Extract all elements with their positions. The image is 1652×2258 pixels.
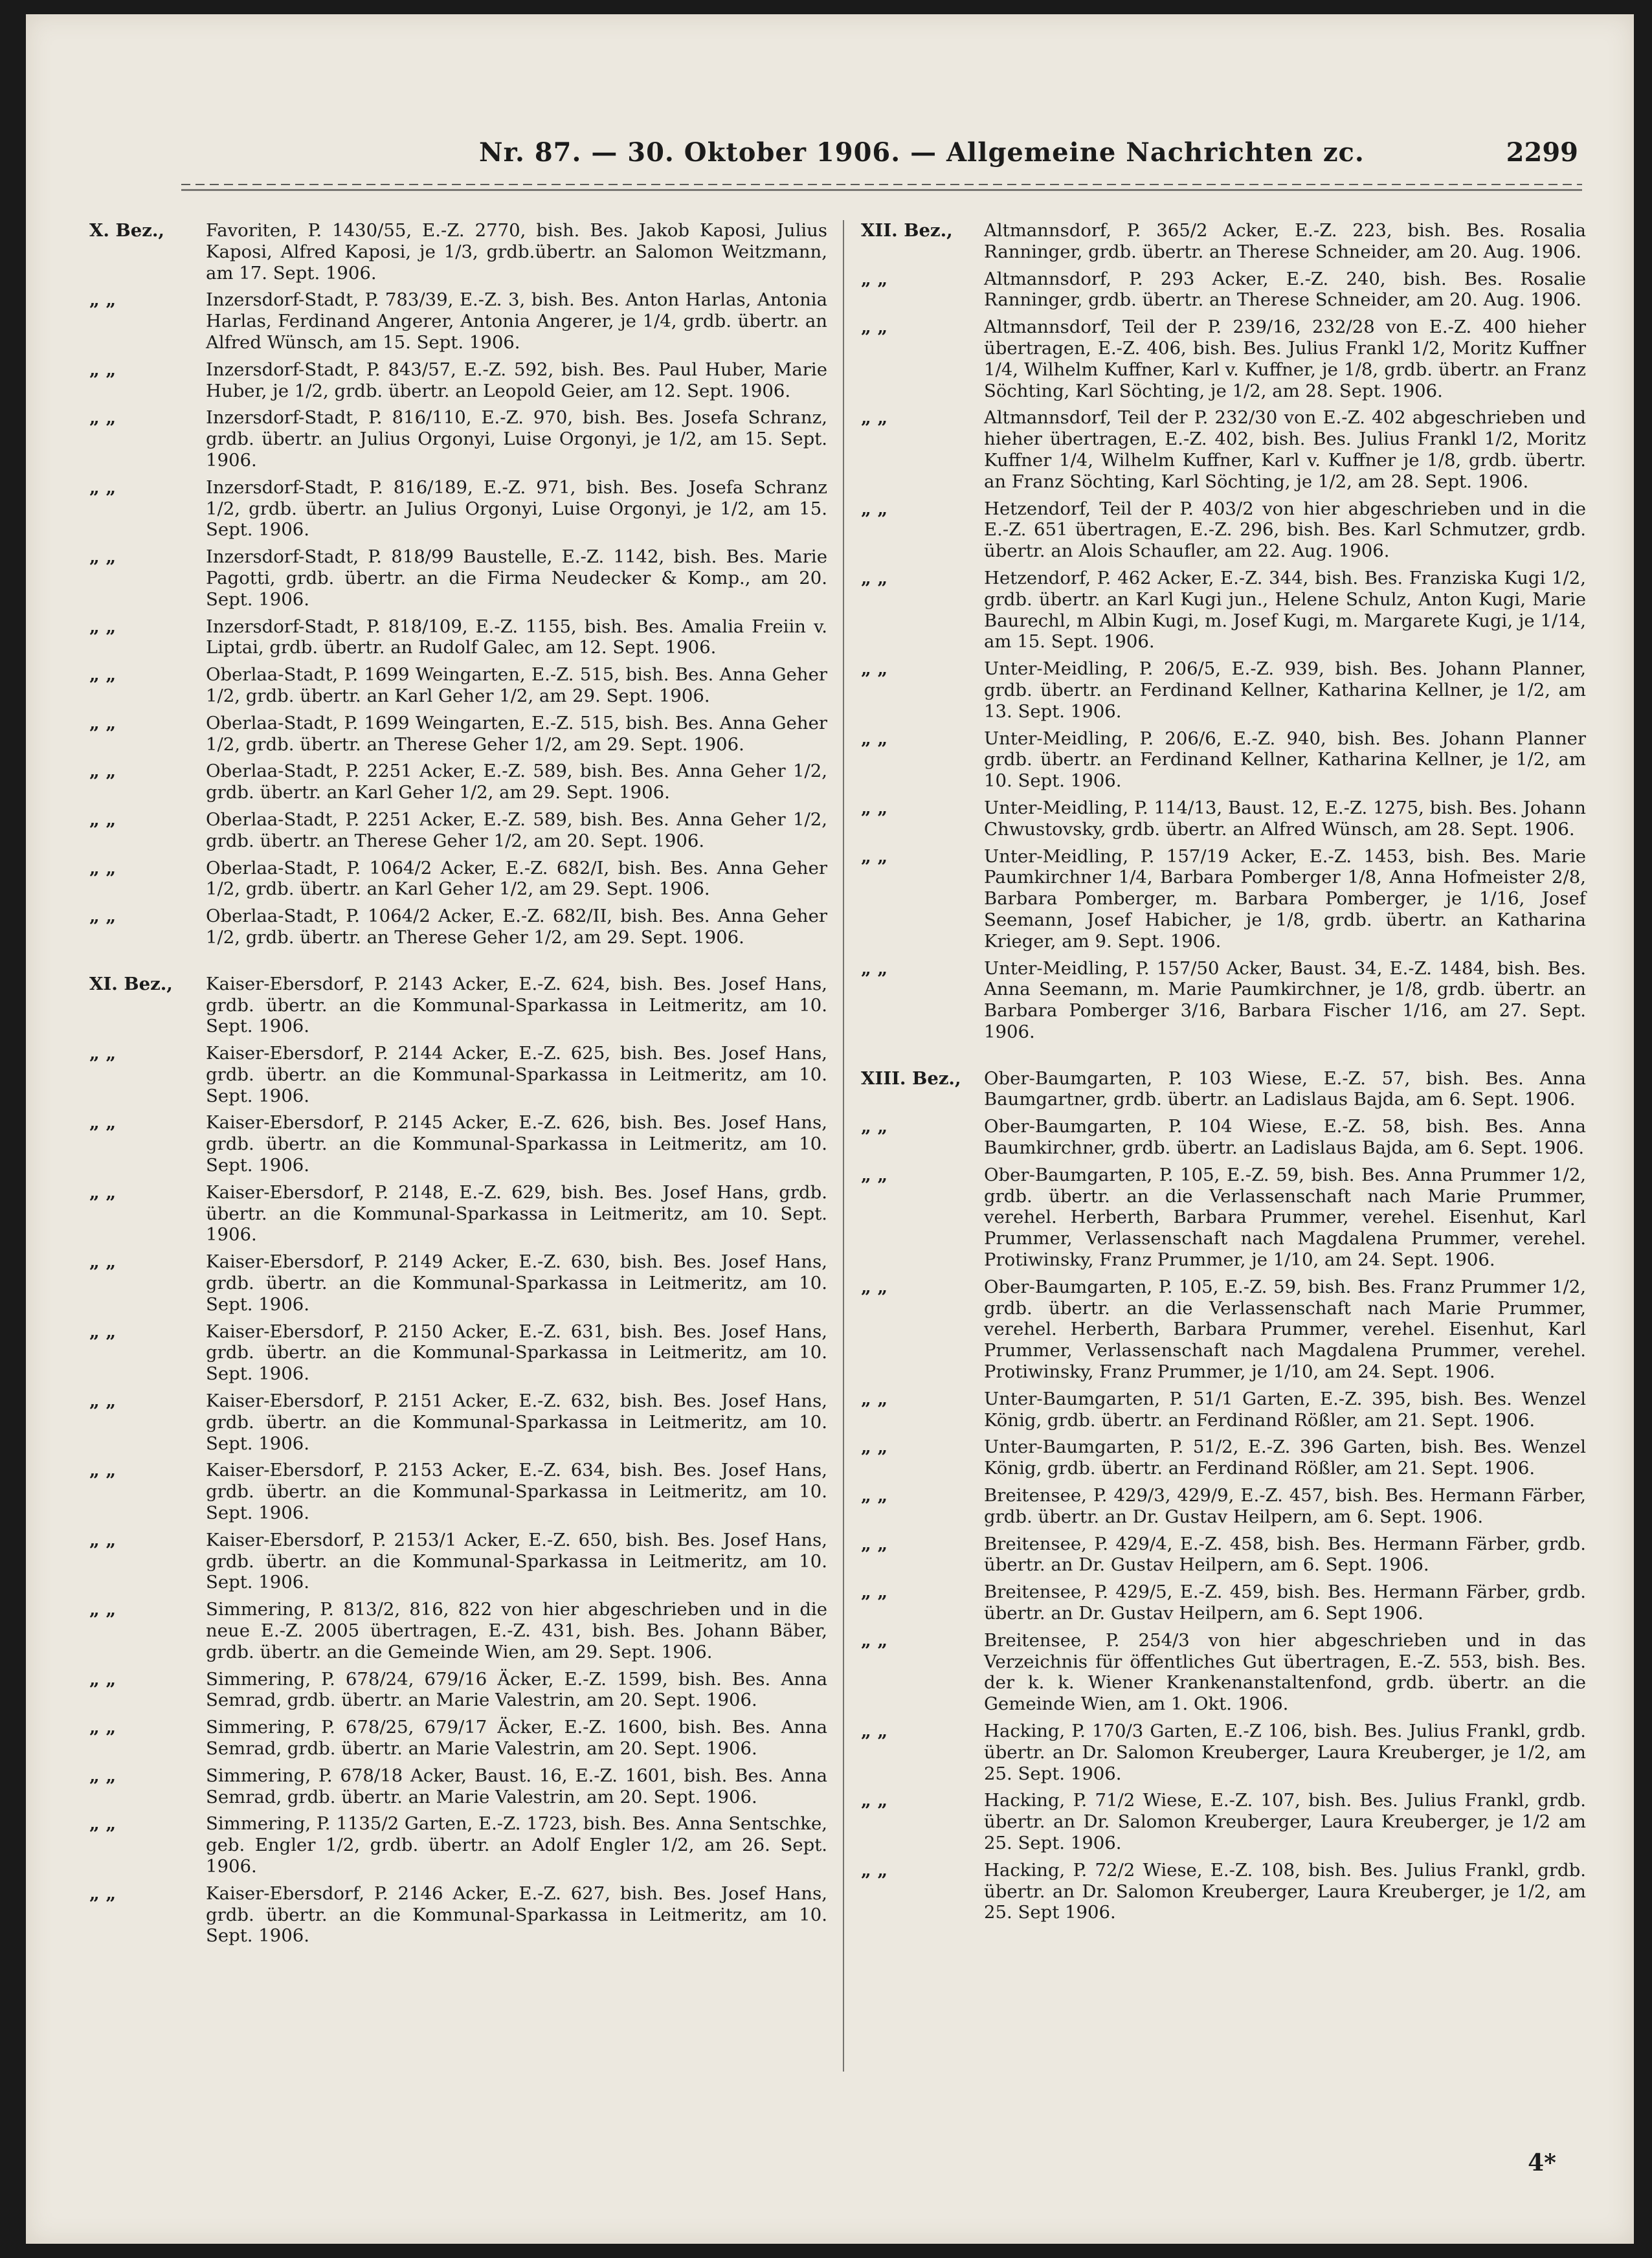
district-label: „ „	[89, 809, 117, 830]
entry-text: Oberlaa-Stadt, P. 2251 Acker, E.-Z. 589, bish. Bes. Anna Geher 1/2, grdb. übertr. an Therese Geher 1/2, am 20. Sept. 1906.	[206, 809, 827, 851]
entry-text: Simmering, P. 678/25, 679/17 Äcker, E.-Z. 1600, bish. Bes. Anna Semrad, grdb. übertr. an Marie Valestrin, am 20. Sept. 1906.	[206, 1717, 827, 1759]
district-label: X. Bez.,	[89, 220, 164, 241]
register-entry	[89, 616, 827, 659]
entry-text: Breitensee, P. 429/3, 429/9, E.-Z. 457, bish. Bes. Hermann Färber, grdb. übertr. an Dr. Gustav Heilpern, am 6. Sept. 1906.	[984, 1485, 1586, 1527]
entry-text: Hetzendorf, P. 462 Acker, E.-Z. 344, bish. Bes. Franziska Kugi 1/2, grdb. übertr. an Karl Kugi jun., Helene Schulz, Anton Kugi, Marie Baurechl, m Albin Kugi, m. Josef Kugi, m. Margarete Kugi, je 1/14, am 15. Sept. 1906.	[984, 567, 1586, 653]
entry-text: Hetzendorf, Teil der P. 403/2 von hier abgeschrieben und in die E.-Z. 651 übertragen, E.-Z. 296, bish. Bes. Karl Schmutzer, grdb. übertr. an Alois Schaufler, am 22. Aug. 1906.	[984, 498, 1586, 562]
entry-text: Inzersdorf-Stadt, P. 818/99 Baustelle, E.-Z. 1142, bish. Bes. Marie Pagotti, grdb. übertr. an die Firma Neudecker & Komp., am 20. Sept. 1906.	[206, 546, 827, 610]
entry-text: Ober-Baumgarten, P. 105, E.-Z. 59, bish. Bes. Franz Prummer 1/2, grdb. übertr. an die Verlassenschaft nach Marie Prummer, verehel. Herberth, Barbara Prummer, verehel. Eisenhut, Karl Prummer, Verlassenschaft nach Magdalena Prummer, verehel. Protiwinsky, Franz Prummer, je 1/10, am 24. Sept. 1906.	[984, 1276, 1586, 1383]
register-entry	[89, 1460, 827, 1523]
entry-text: Inzersdorf-Stadt, P. 843/57, E.-Z. 592, bish. Bes. Paul Huber, Marie Huber, je 1/2, grdb. übertr. an Leopold Geier, am 12. Sept. 1906.	[206, 359, 827, 401]
register-entry	[861, 1165, 1586, 1271]
district-label: „ „	[861, 407, 888, 429]
entry-text: Favoriten, P. 1430/55, E.-Z. 2770, bish. Bes. Jakob Kaposi, Julius Kaposi, Alfred Kaposi, je 1/3, grdb.übertr. an Salomon Weitzmann, am 17. Sept. 1906.	[206, 220, 827, 284]
district-label: „ „	[89, 546, 117, 568]
entry-text: Simmering, P. 678/18 Acker, Baust. 16, E.-Z. 1601, bish. Bes. Anna Semrad, grdb. übertr. an Marie Valestrin, am 20. Sept. 1906.	[206, 1765, 827, 1807]
entry-text: Hacking, P. 72/2 Wiese, E.-Z. 108, bish. Bes. Julius Frankl, grdb. übertr. an Dr. Salomon Kreuberger, Laura Kreuberger, je 1/2, am 25. Sept 1906.	[984, 1859, 1586, 1923]
group-gap	[861, 1049, 1586, 1068]
entry-text: Inzersdorf-Stadt, P. 816/189, E.-Z. 971, bish. Bes. Josefa Schranz 1/2, grdb. übertr. an Julius Orgonyi, Luise Orgonyi, je 1/2, am 15. Sept. 1906.	[206, 476, 827, 541]
entry-text: Breitensee, P. 429/4, E.-Z. 458, bish. Bes. Hermann Färber, grdb. übertr. an Dr. Gustav Heilpern, am 6. Sept. 1906.	[984, 1533, 1586, 1576]
entry-text: Kaiser-Ebersdorf, P. 2146 Acker, E.-Z. 627, bish. Bes. Josef Hans, grdb. übertr. an die Kommunal-Sparkassa in Leitmeritz, am 10. Sept. 1906.	[206, 1883, 827, 1947]
district-label: „ „	[861, 1629, 888, 1651]
district-label: „ „	[89, 906, 117, 927]
register-entry	[89, 1669, 827, 1712]
right-column	[861, 220, 1586, 1929]
district-label: „ „	[861, 1164, 888, 1185]
register-entry	[89, 1765, 827, 1808]
register-entry	[89, 713, 827, 755]
register-entry	[89, 1182, 827, 1246]
district-label: „ „	[861, 797, 888, 818]
district-label: „ „	[89, 712, 117, 733]
register-entry	[861, 220, 1586, 263]
district-label: XIII. Bez.,	[861, 1068, 961, 1089]
register-entry	[861, 1389, 1586, 1431]
register-entry	[89, 477, 827, 541]
district-label: „ „	[89, 1765, 117, 1786]
district-label: „ „	[861, 658, 888, 680]
entry-text: Oberlaa-Stadt, P. 1064/2 Acker, E.-Z. 682/I, bish. Bes. Anna Geher 1/2, grdb. übertr. an Karl Geher 1/2, am 29. Sept. 1906.	[206, 857, 827, 900]
entry-text: Kaiser-Ebersdorf, P. 2144 Acker, E.-Z. 625, bish. Bes. Josef Hans, grdb. übertr. an die Kommunal-Sparkassa in Leitmeritz, am 10. Sept. 1906.	[206, 1043, 827, 1106]
entry-text: Altmannsdorf, P. 293 Acker, E.-Z. 240, bish. Bes. Rosalie Ranninger, grdb. übertr. an Therese Schneider, am 20. Aug. 1906.	[984, 268, 1586, 311]
entry-text: Ober-Baumgarten, P. 103 Wiese, E.-Z. 57, bish. Bes. Anna Baumgartner, grdb. übertr. an Ladislaus Bajda, am 6. Sept. 1906.	[984, 1068, 1586, 1110]
register-entry	[861, 1277, 1586, 1383]
district-label: „ „	[861, 567, 888, 588]
entry-text: Unter-Meidling, P. 206/5, E.-Z. 939, bish. Bes. Johann Planner, grdb. übertr. an Ferdinand Kellner, Katharina Kellner, je 1/2, am 13. Sept. 1906.	[984, 658, 1586, 722]
entry-text: Oberlaa-Stadt, P. 1064/2 Acker, E.-Z. 682/II, bish. Bes. Anna Geher 1/2, grdb. übertr. an Therese Geher 1/2, am 29. Sept. 1906.	[206, 906, 827, 948]
register-entry	[861, 407, 1586, 492]
entry-text: Kaiser-Ebersdorf, P. 2145 Acker, E.-Z. 626, bish. Bes. Josef Hans, grdb. übertr. an die Kommunal-Sparkassa in Leitmeritz, am 10. Sept. 1906.	[206, 1112, 827, 1176]
entry-text: Simmering, P. 678/24, 679/16 Äcker, E.-Z. 1599, bish. Bes. Anna Semrad, grdb. übertr. an Marie Valestrin, am 20. Sept. 1906.	[206, 1668, 827, 1711]
left-column	[89, 220, 827, 1952]
entry-text: Oberlaa-Stadt, P. 2251 Acker, E.-Z. 589, bish. Bes. Anna Geher 1/2, grdb. übertr. an Karl Geher 1/2, am 29. Sept. 1906.	[206, 761, 827, 803]
district-label: „ „	[861, 1582, 888, 1603]
page-header	[26, 137, 1634, 183]
register-entry	[861, 1116, 1586, 1159]
group-gap	[89, 954, 827, 974]
register-entry	[89, 1043, 827, 1106]
register-entry	[861, 658, 1586, 722]
entry-text: Oberlaa-Stadt, P. 1699 Weingarten, E.-Z. 515, bish. Bes. Anna Geher 1/2, grdb. übertr. an Karl Geher 1/2, am 29. Sept. 1906.	[206, 664, 827, 706]
register-entry	[89, 761, 827, 803]
district-label: „ „	[89, 359, 117, 380]
district-label: XII. Bez.,	[861, 220, 953, 241]
district-label: „ „	[861, 1276, 888, 1297]
district-label: „ „	[861, 1116, 888, 1137]
entry-text: Unter-Meidling, P. 114/13, Baust. 12, E.-Z. 1275, bish. Bes. Johann Chwustovsky, grdb. übertr. an Alfred Wünsch, am 28. Sept. 1906.	[984, 797, 1586, 840]
register-entry	[89, 359, 827, 402]
register-entry	[861, 728, 1586, 792]
register-entry	[861, 958, 1586, 1043]
entry-text: Unter-Baumgarten, P. 51/2, E.-Z. 396 Garten, bish. Bes. Wenzel König, grdb. übertr. an Ferdinand Rößler, am 21. Sept. 1906.	[984, 1436, 1586, 1479]
entry-text: Simmering, P. 1135/2 Garten, E.-Z. 1723, bish. Bes. Anna Sentschke, geb. Engler 1/2, grdb. übertr. an Adolf Engler 1/2, am 26. Sept. 1906.	[206, 1813, 827, 1877]
register-entry	[89, 974, 827, 1037]
document-page	[26, 14, 1634, 2244]
district-label: „ „	[89, 1321, 117, 1342]
district-label: „ „	[89, 1813, 117, 1835]
entry-text: Unter-Baumgarten, P. 51/1 Garten, E.-Z. 395, bish. Bes. Wenzel König, grdb. übertr. an Ferdinand Rößler, am 21. Sept. 1906.	[984, 1388, 1586, 1431]
register-entry	[89, 809, 827, 852]
register-entry	[861, 1582, 1586, 1624]
header-rule	[181, 189, 1582, 191]
district-label: „ „	[89, 1043, 117, 1064]
register-entry	[861, 1068, 1586, 1111]
entry-text: Kaiser-Ebersdorf, P. 2143 Acker, E.-Z. 624, bish. Bes. Josef Hans, grdb. übertr. an die Kommunal-Sparkassa in Leitmeritz, am 10. Sept. 1906.	[206, 973, 827, 1037]
entry-text: Simmering, P. 813/2, 816, 822 von hier abgeschrieben und in die neue E.-Z. 2005 übertragen, E.-Z. 431, bish. Bes. Johann Bäber, grdb. übertr. an die Gemeinde Wien, am 29. Sept. 1906.	[206, 1599, 827, 1662]
district-label: „ „	[861, 728, 888, 749]
register-entry	[861, 1485, 1586, 1528]
entry-text: Kaiser-Ebersdorf, P. 2151 Acker, E.-Z. 632, bish. Bes. Josef Hans, grdb. übertr. an die Kommunal-Sparkassa in Leitmeritz, am 10. Sept. 1906.	[206, 1391, 827, 1454]
register-entry	[89, 1599, 827, 1662]
register-entry	[89, 1813, 827, 1877]
entry-text: Hacking, P. 170/3 Garten, E.-Z 106, bish. Bes. Julius Frankl, grdb. übertr. an Dr. Salomon Kreuberger, Laura Kreuberger, je 1/2, am 25. Sept. 1906.	[984, 1721, 1586, 1784]
district-label: „ „	[89, 1391, 117, 1412]
district-label: „ „	[861, 1533, 888, 1554]
register-entry	[861, 1534, 1586, 1576]
entry-text: Unter-Meidling, P. 157/50 Acker, Baust. 34, E.-Z. 1484, bish. Bes. Anna Seemann, m. Marie Paumkirchner, je 1/8, grdb. übertr. an Barbara Pomberger 3/16, Barbara Fischer 1/16, am 27. Sept. 1906.	[984, 957, 1586, 1042]
register-entry	[89, 906, 827, 948]
register-entry	[89, 220, 827, 284]
district-label: „ „	[861, 1485, 888, 1506]
district-label: „ „	[89, 289, 117, 311]
district-label: „ „	[89, 1460, 117, 1481]
district-label: „ „	[861, 1721, 888, 1741]
district-label: „ „	[89, 616, 117, 637]
entry-text: Kaiser-Ebersdorf, P. 2149 Acker, E.-Z. 630, bish. Bes. Josef Hans, grdb. übertr. an die Kommunal-Sparkassa in Leitmeritz, am 10. Sept. 1906.	[206, 1251, 827, 1315]
register-entry	[861, 498, 1586, 562]
entry-text: Breitensee, P. 429/5, E.-Z. 459, bish. Bes. Hermann Färber, grdb. übertr. an Dr. Gustav Heilpern, am 6. Sept 1906.	[984, 1582, 1586, 1624]
register-entry	[89, 664, 827, 707]
register-entry	[89, 289, 827, 353]
entry-text: Oberlaa-Stadt, P. 1699 Weingarten, E.-Z. 515, bish. Bes. Anna Geher 1/2, grdb. übertr. an Therese Geher 1/2, am 29. Sept. 1906.	[206, 712, 827, 755]
entry-text: Kaiser-Ebersdorf, P. 2148, E.-Z. 629, bish. Bes. Josef Hans, grdb. übertr. an die Kommunal-Sparkassa in Leitmeritz, am 10. Sept. 1906.	[206, 1181, 827, 1246]
entry-text: Kaiser-Ebersdorf, P. 2153 Acker, E.-Z. 634, bish. Bes. Josef Hans, grdb. übertr. an die Kommunal-Sparkassa in Leitmeritz, am 10. Sept. 1906.	[206, 1460, 827, 1524]
register-entry	[861, 798, 1586, 840]
district-label: „ „	[861, 317, 888, 338]
entry-text: Inzersdorf-Stadt, P. 818/109, E.-Z. 1155, bish. Bes. Amalia Freiin v. Liptai, grdb. übertr. an Rudolf Galec, am 12. Sept. 1906.	[206, 616, 827, 658]
district-label: „ „	[89, 1112, 117, 1134]
entry-text: Breitensee, P. 254/3 von hier abgeschrieben und in das Verzeichnis für öffentliches Gut übertragen, E.-Z. 553, bish. Bes. der k. k. Wiener Krankenanstaltenfond, grdb. übertr. an die Gemeinde Wien, am 1. Okt. 1906.	[984, 1629, 1586, 1715]
district-label: „ „	[89, 1181, 117, 1203]
entry-text: Kaiser-Ebersdorf, P. 2153/1 Acker, E.-Z. 650, bish. Bes. Josef Hans, grdb. übertr. an die Kommunal-Sparkassa in Leitmeritz, am 10. Sept. 1906.	[206, 1529, 827, 1593]
district-label: „ „	[89, 1251, 117, 1273]
column-divider	[843, 220, 844, 2072]
district-label: „ „	[861, 1436, 888, 1458]
district-label: „ „	[89, 476, 117, 498]
register-entry	[89, 546, 827, 610]
register-entry	[89, 1321, 827, 1385]
entry-text: Altmannsdorf, Teil der P. 239/16, 232/28 von E.-Z. 400 hieher übertragen, E.-Z. 406, bish. Bes. Julius Frankl 1/2, Moritz Kuffner 1/4, Wilhelm Kuffner, Karl v. Kuffner, je 1/8, grdb. übertr. an Franz Söchting, Karl Söchting, je 1/2, am 28. Sept. 1906.	[984, 317, 1586, 401]
district-label: „ „	[861, 268, 888, 289]
register-entry	[89, 1251, 827, 1315]
entry-text: Ober-Baumgarten, P. 104 Wiese, E.-Z. 58, bish. Bes. Anna Baumkirchner, grdb. übertr. an Ladislaus Bajda, am 6. Sept. 1906.	[984, 1116, 1586, 1159]
district-label: „ „	[861, 1859, 888, 1881]
page-number: 2299	[1506, 137, 1578, 168]
signature-mark: 4*	[1528, 2149, 1556, 2176]
entry-text: Inzersdorf-Stadt, P. 816/110, E.-Z. 970, bish. Bes. Josefa Schranz, grdb. übertr. an Julius Orgonyi, Luise Orgonyi, je 1/2, am 15. Sept. 1906.	[206, 407, 827, 471]
register-entry	[89, 1112, 827, 1176]
district-label: „ „	[861, 1388, 888, 1409]
district-label: „ „	[89, 1668, 117, 1690]
register-entry	[861, 568, 1586, 653]
entry-text: Unter-Meidling, P. 206/6, E.-Z. 940, bish. Bes. Johann Planner grdb. übertr. an Ferdinand Kellner, Katharina Kellner, je 1/2, am 10. Sept. 1906.	[984, 728, 1586, 792]
district-label: „ „	[89, 1599, 117, 1620]
register-entry	[861, 1630, 1586, 1715]
district-label: „ „	[89, 407, 117, 429]
district-label: „ „	[89, 857, 117, 878]
register-entry	[861, 1436, 1586, 1479]
register-entry	[89, 1717, 827, 1760]
district-label: „ „	[861, 957, 888, 979]
district-label: „ „	[89, 1717, 117, 1738]
register-entry	[89, 1391, 827, 1454]
register-entry	[89, 407, 827, 471]
district-label: „ „	[861, 1790, 888, 1811]
district-label: „ „	[861, 498, 888, 519]
register-entry	[861, 846, 1586, 952]
entry-text: Unter-Meidling, P. 157/19 Acker, E.-Z. 1453, bish. Bes. Marie Paumkirchner 1/4, Barbara Pomberger 1/8, Anna Hofmeister 2/8, Barbara Pomberger, m. Barbara Pomberger, je 1/16, Josef Seemann, Josef Habicher, je 1/8, grdb. übertr. an Katharina Krieger, am 9. Sept. 1906.	[984, 845, 1586, 952]
entry-text: Ober-Baumgarten, P. 105, E.-Z. 59, bish. Bes. Anna Prummer 1/2, grdb. übertr. an die Verlassenschaft nach Marie Prummer, verehel. Herberth, Barbara Prummer, verehel. Eisenhut, Karl Prummer, Verlassenschaft nach Magdalena Prummer, verehel. Protiwinsky, Franz Prummer, je 1/10, am 24. Sept. 1906.	[984, 1164, 1586, 1271]
entry-text: Altmannsdorf, P. 365/2 Acker, E.-Z. 223, bish. Bes. Rosalia Ranninger, grdb. übertr. an Therese Schneider, am 20. Aug. 1906.	[984, 220, 1586, 262]
header-title: Nr. 87. — 30. Oktober 1906. — Allgemeine Nachrichten zc.	[479, 137, 1365, 168]
register-entry	[861, 1790, 1586, 1853]
district-label: „ „	[89, 761, 117, 782]
register-entry	[861, 1721, 1586, 1784]
district-label: „ „	[89, 664, 117, 686]
district-label: „ „	[89, 1883, 117, 1904]
register-entry	[861, 1860, 1586, 1923]
register-entry	[89, 858, 827, 900]
district-label: „ „	[89, 1529, 117, 1550]
entry-text: Inzersdorf-Stadt, P. 783/39, E.-Z. 3, bish. Bes. Anton Harlas, Antonia Harlas, Ferdinand Angerer, Antonia Angerer, je 1/4, grdb. übertr. an Alfred Wünsch, am 15. Sept. 1906.	[206, 289, 827, 353]
register-entry	[861, 317, 1586, 401]
district-label: XI. Bez.,	[89, 973, 173, 994]
entry-text: Hacking, P. 71/2 Wiese, E.-Z. 107, bish. Bes. Julius Frankl, grdb. übertr. an Dr. Salomon Kreuberger, Laura Kreuberger, je 1/2 am 25. Sept. 1906.	[984, 1790, 1586, 1853]
register-entry	[89, 1883, 827, 1947]
district-label: „ „	[861, 845, 888, 867]
entry-text: Kaiser-Ebersdorf, P. 2150 Acker, E.-Z. 631, bish. Bes. Josef Hans, grdb. übertr. an die Kommunal-Sparkassa in Leitmeritz, am 10. Sept. 1906.	[206, 1321, 827, 1385]
register-entry	[89, 1530, 827, 1593]
register-entry	[861, 269, 1586, 311]
entry-text: Altmannsdorf, Teil der P. 232/30 von E.-Z. 402 abgeschrieben und hieher übertragen, E.-Z. 402, bish. Bes. Julius Frankl 1/2, Moritz Kuffner 1/4, Wilhelm Kuffner, Karl v. Kuffner je 1/8, grdb. übertr. an Franz Söchting, Karl Söchting, je 1/2, am 28. Sept. 1906.	[984, 407, 1586, 492]
